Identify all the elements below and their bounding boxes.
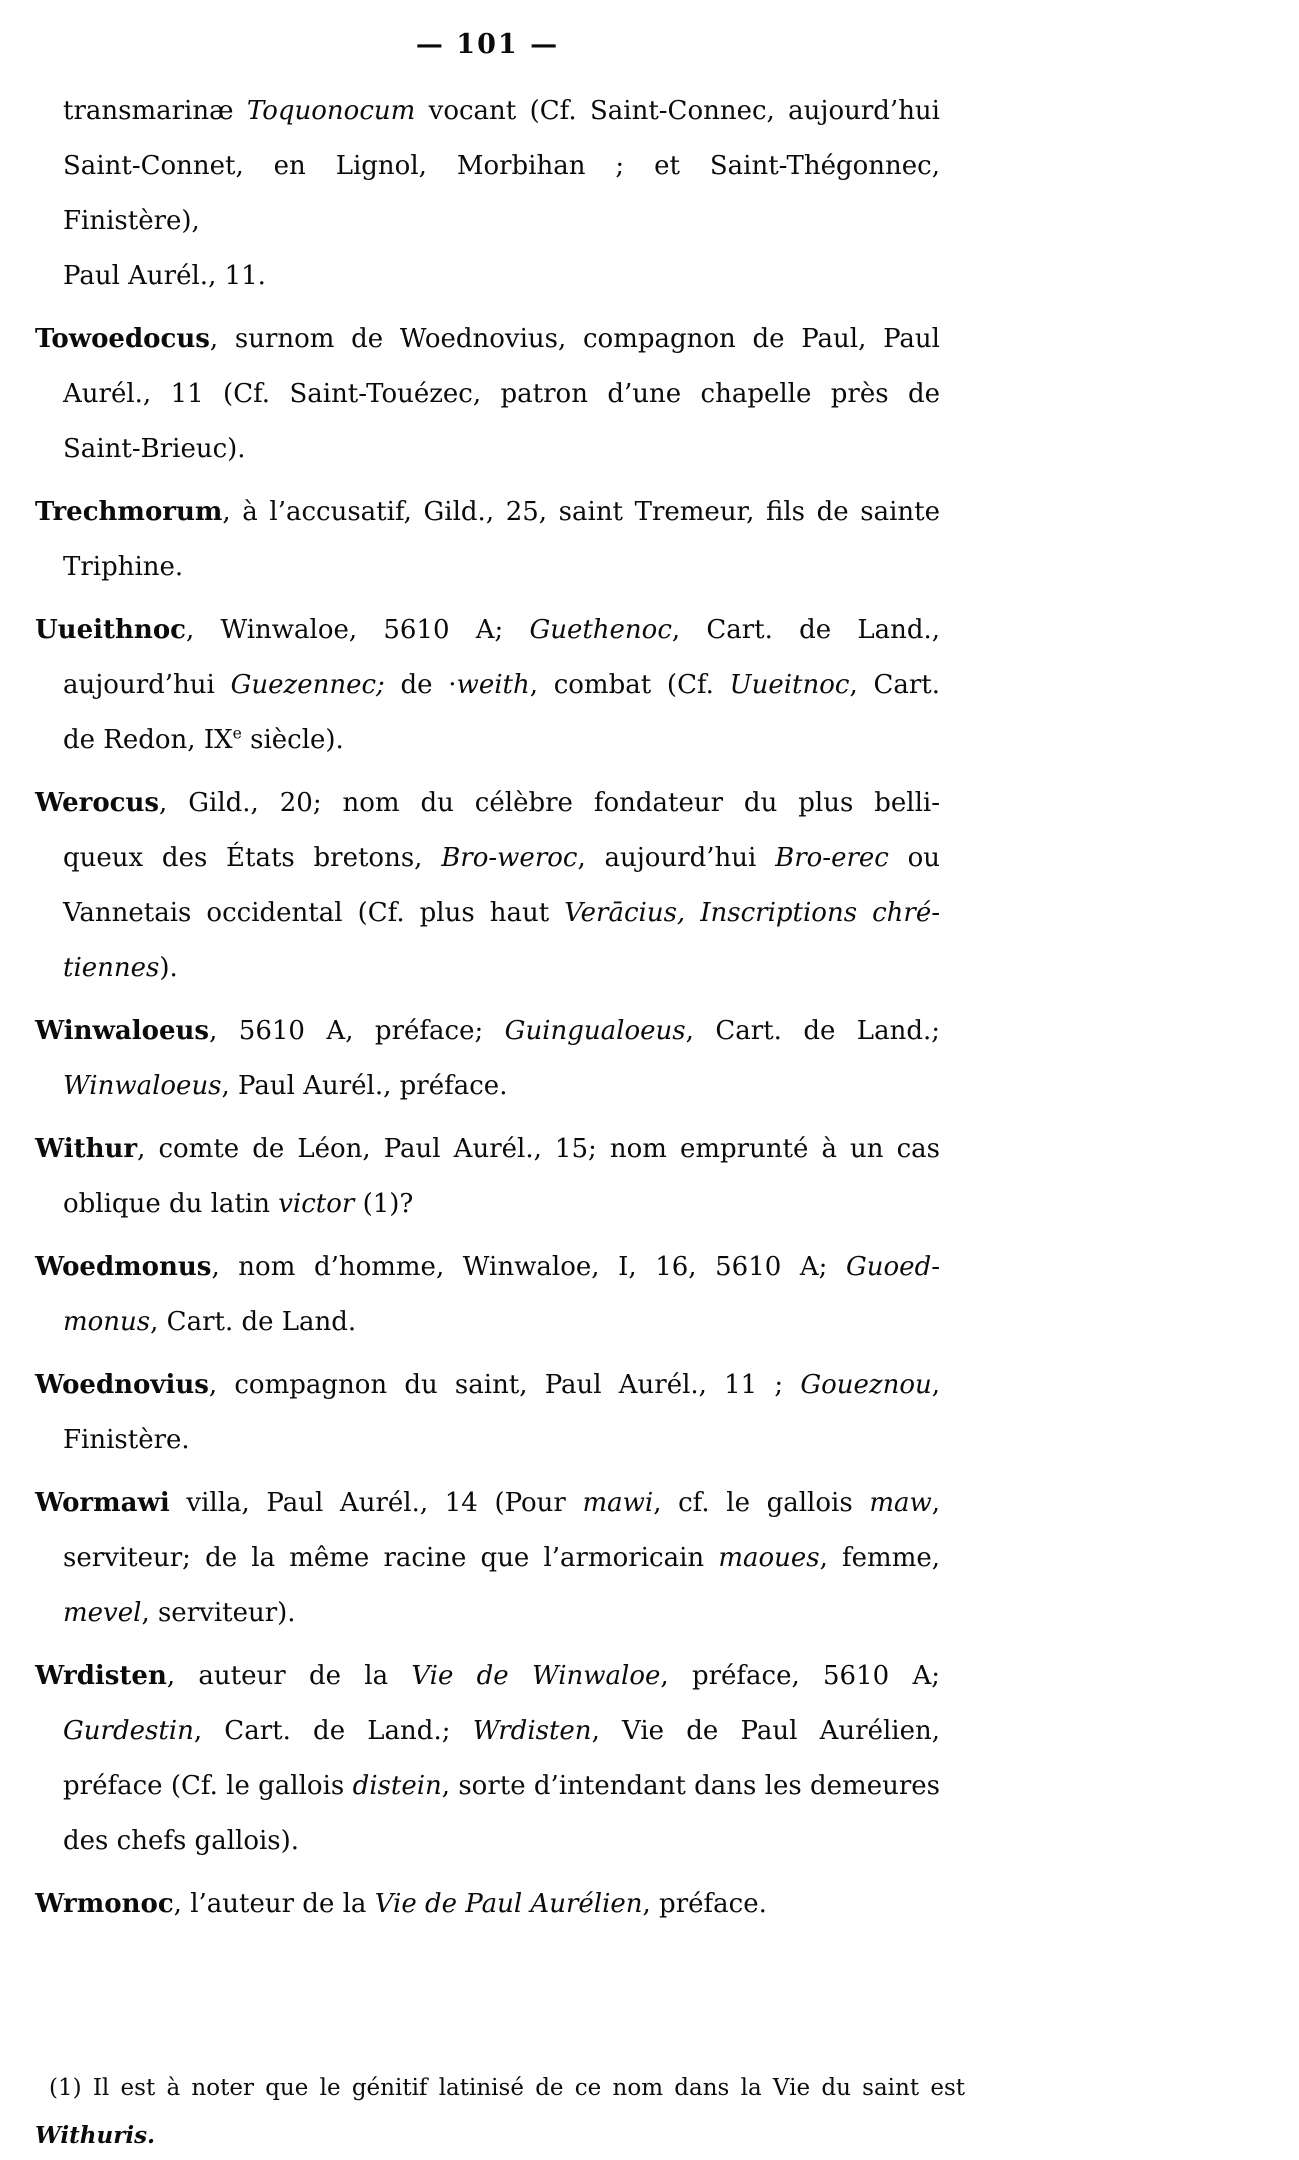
index-entry [35, 1122, 940, 1232]
text-run: maw [869, 1488, 932, 1518]
index-entry [35, 1877, 940, 1932]
text-run: mevel [63, 1598, 142, 1628]
text-line [35, 1649, 940, 1704]
text-run: maoues [718, 1543, 820, 1573]
text-run: , comte de Léon, Paul Aurél., 15; nom emprunté à un cas [137, 1134, 940, 1164]
text-run: Werocus [35, 788, 160, 818]
text-run: weith [456, 670, 530, 700]
footnote-line [35, 2112, 965, 2160]
footnote-line [35, 2064, 965, 2112]
page-number: — 101 — [415, 29, 560, 60]
text-line [63, 713, 940, 768]
text-line [63, 1413, 940, 1468]
text-run: Wrdisten [472, 1716, 592, 1746]
entries-container [35, 84, 940, 1932]
text-run: préface (Cf. le gallois [63, 1771, 353, 1801]
text-run: , Cart. de Land., [671, 615, 941, 645]
text-line [35, 776, 940, 831]
text-run: Vannetais occidental (Cf. plus haut [63, 898, 565, 928]
text-run: e [232, 724, 242, 743]
text-run: , Vie de Paul Aurélien, [591, 1716, 940, 1746]
text-run: , Winwaloe, 5610 A; [186, 615, 530, 645]
text-run: , à l’accusatif, Gild., 25, saint Tremeur, fils de sainte [222, 497, 940, 527]
text-run: , surnom de Woednovius, compagnon de Paul, Paul [209, 324, 940, 354]
text-run: Finistère. [63, 1425, 190, 1455]
text-line [63, 84, 940, 139]
text-run: transmarinæ [63, 96, 247, 126]
text-run: Uueitnoc [729, 670, 850, 700]
text-run: Uueithnoc [35, 615, 186, 645]
text-line [63, 1814, 940, 1869]
text-run: (1) Il est à noter que le génitif latinisé de ce nom dans la Vie du saint est [49, 2075, 965, 2101]
text-run: Winwaloeus [35, 1016, 210, 1046]
text-line [63, 1759, 940, 1814]
index-entry [35, 1240, 940, 1350]
text-line [63, 1531, 940, 1586]
text-run: , Gild., 20; nom du célèbre fondateur du plus belli- [159, 788, 940, 818]
text-run: , nom d’homme, Winwaloe, I, 16, 5610 A; [211, 1252, 847, 1282]
text-line [63, 1586, 940, 1641]
text-run: serviteur; de la même racine que l’armoricain [63, 1543, 719, 1573]
text-line [63, 422, 940, 477]
text-run: siècle). [241, 725, 344, 755]
text-run: Toquonocum [246, 96, 416, 126]
text-line [63, 658, 940, 713]
text-run: , [931, 1488, 940, 1518]
text-run: , Paul Aurél., préface. [221, 1071, 508, 1101]
text-run: Guingualoeus [504, 1016, 686, 1046]
text-line [35, 1476, 940, 1531]
text-run: Winwaloeus [63, 1071, 222, 1101]
text-run: ). [159, 953, 178, 983]
text-run: Verācius, Inscriptions chré- [564, 898, 940, 928]
text-run: Wormawi [35, 1488, 170, 1518]
text-run: , auteur de la [166, 1661, 412, 1691]
text-line [35, 1004, 940, 1059]
text-line [35, 485, 940, 540]
text-run: , serviteur). [141, 1598, 296, 1628]
text-run: , [931, 1370, 940, 1400]
text-line [35, 603, 940, 658]
text-run: distein [352, 1771, 442, 1801]
text-run: Goueznou [800, 1370, 932, 1400]
text-line [63, 367, 940, 422]
text-run: , femme, [819, 1543, 940, 1573]
index-entry [35, 312, 940, 477]
text-run: mawi [582, 1488, 654, 1518]
text-run: , sorte d’intendant dans les demeures [441, 1771, 940, 1801]
text-run: Guoed- [846, 1252, 940, 1282]
index-entry [35, 776, 940, 996]
text-run: villa, Paul Aurél., 14 (Pour [169, 1488, 583, 1518]
text-line [63, 1295, 940, 1350]
text-line [63, 886, 940, 941]
text-run: Woednovius [35, 1370, 209, 1400]
text-run: Vie de Winwaloe [411, 1661, 661, 1691]
text-run: des chefs gallois). [63, 1826, 300, 1856]
text-run: Triphine. [63, 552, 184, 582]
text-run: monus [63, 1307, 151, 1337]
text-run: Withuris. [35, 2122, 156, 2149]
text-run: , combat (Cf. [529, 670, 730, 700]
text-run: , Cart. de Land.; [685, 1016, 940, 1046]
text-run: Guezennec; [230, 670, 385, 700]
index-entry [35, 1476, 940, 1641]
text-line [35, 1877, 940, 1932]
text-line [35, 312, 940, 367]
text-line [63, 1704, 940, 1759]
text-run: ou [888, 843, 940, 873]
text-run: , 5610 A, préface; [209, 1016, 505, 1046]
text-line [63, 831, 940, 886]
text-run: , compagnon du saint, Paul Aurél., 11 ; [208, 1370, 801, 1400]
text-run: , Cart. de Land. [150, 1307, 357, 1337]
text-line [63, 941, 940, 996]
text-run: aujourd’hui [63, 670, 231, 700]
text-run: Towoedocus [35, 324, 210, 354]
text-run: Bro-weroc [441, 843, 578, 873]
text-run: , Cart. de Land.; [193, 1716, 473, 1746]
index-entry [35, 603, 940, 768]
text-run: Wrdisten [35, 1661, 167, 1691]
text-run: Wrmonoc [35, 1889, 174, 1919]
text-run: tiennes [63, 953, 160, 983]
text-run: Vie de Paul Aurélien [374, 1889, 643, 1919]
text-run: queux des États bretons, [63, 843, 442, 873]
index-entry [35, 1649, 940, 1869]
text-run: Saint-Brieuc). [63, 434, 246, 464]
text-run: Saint-Connet, en Lignol, Morbihan ; et Saint-Thégonnec, Finistère), [63, 151, 940, 236]
text-run: Guethenoc [529, 615, 672, 645]
text-line [35, 1240, 940, 1295]
text-run: , l’auteur de la [173, 1889, 375, 1919]
text-line [63, 1177, 940, 1232]
text-run: vocant (Cf. Saint-Connec, aujourd’hui [415, 96, 940, 126]
text-run: (1)? [354, 1189, 414, 1219]
text-run: , cf. le gallois [653, 1488, 870, 1518]
index-entry [35, 1358, 940, 1468]
text-run: Woedmonus [35, 1252, 212, 1282]
text-run: de Redon, IX [63, 725, 233, 755]
text-line [63, 139, 940, 249]
text-column [35, 0, 965, 2160]
text-run: , Cart. [849, 670, 940, 700]
text-line [63, 1059, 940, 1114]
text-line [35, 1358, 940, 1413]
text-line [63, 540, 940, 595]
text-run: Aurél., 11 (Cf. Saint-Touézec, patron d’une chapelle près de [63, 379, 940, 409]
text-run: , aujourd’hui [577, 843, 776, 873]
text-run: , préface, 5610 A; [660, 1661, 940, 1691]
footnote [35, 2064, 965, 2160]
text-run: Bro-erec [775, 843, 889, 873]
text-run: , préface. [642, 1889, 767, 1919]
index-entry [35, 485, 940, 595]
text-run: de · [384, 670, 457, 700]
text-run: victor [278, 1189, 355, 1219]
text-run: Withur [35, 1134, 138, 1164]
text-run: Trechmorum [35, 497, 223, 527]
continuation-paragraph [35, 84, 940, 304]
text-run: Gurdestin [63, 1716, 194, 1746]
text-run: Paul Aurél., 11. [63, 261, 266, 291]
text-line [35, 1122, 940, 1177]
index-entry [35, 1004, 940, 1114]
text-line [63, 249, 940, 304]
text-run: oblique du latin [63, 1189, 279, 1219]
